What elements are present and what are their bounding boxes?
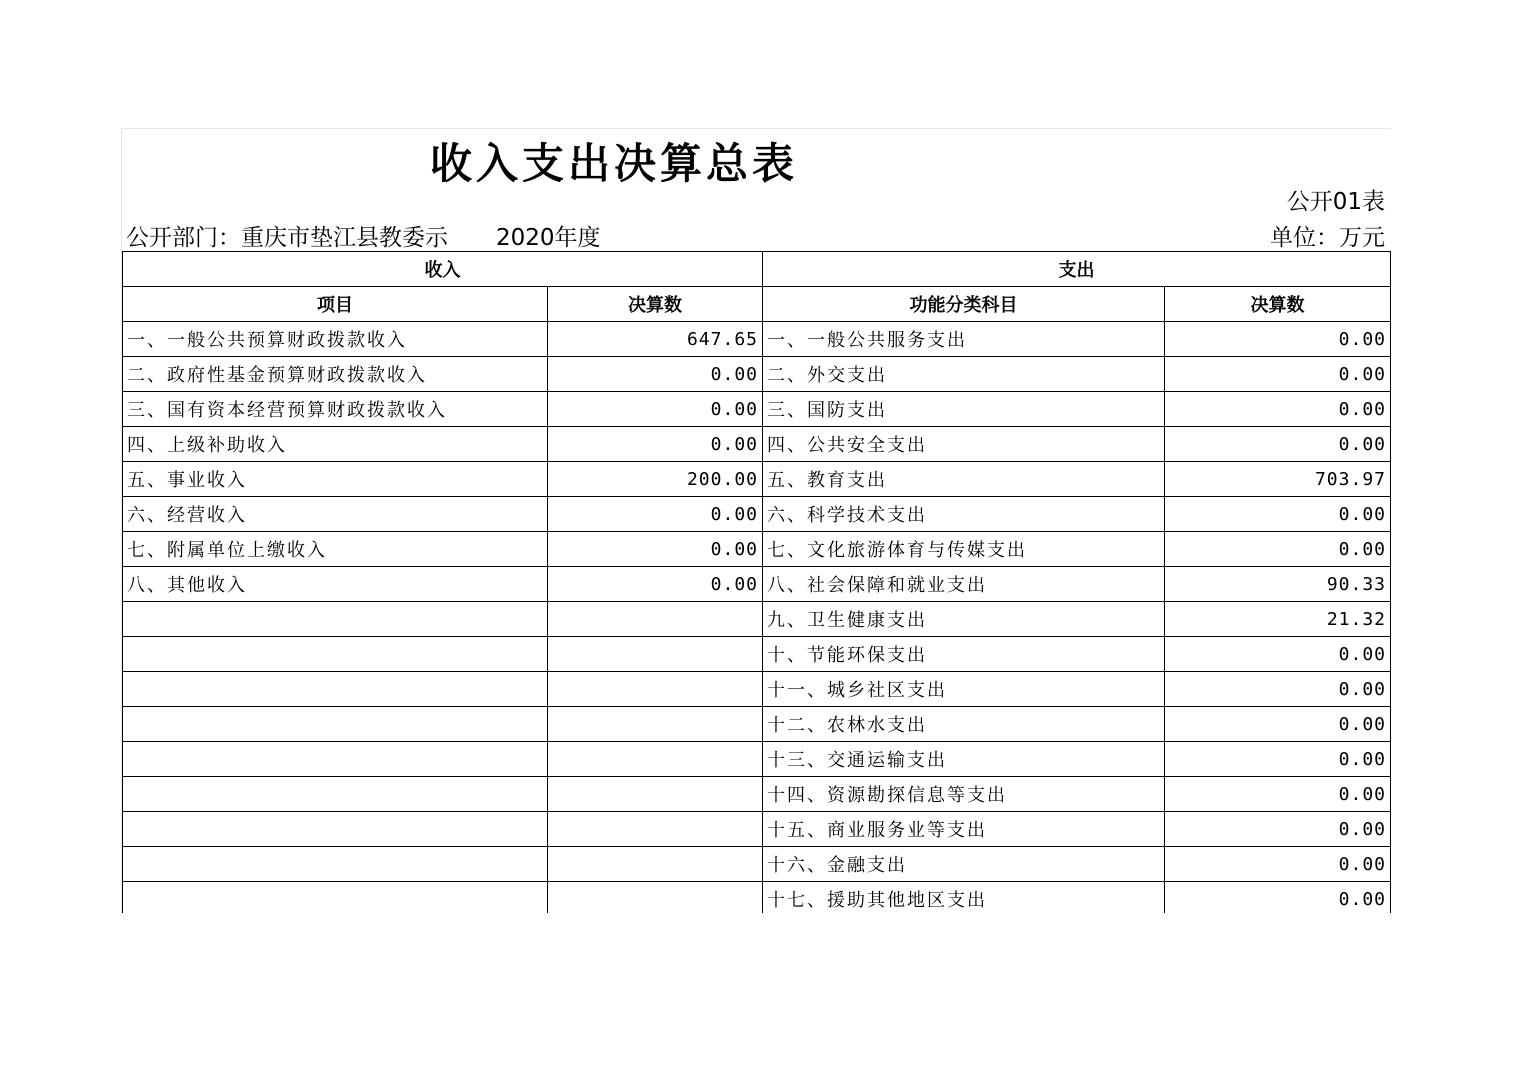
expense-amount-cell: 0.00 [1165, 882, 1391, 914]
table-row [123, 462, 1391, 497]
table-row [123, 357, 1391, 392]
table-row [123, 812, 1391, 847]
expense-amount-cell: 0.00 [1165, 497, 1391, 532]
income-amount-cell: 0.00 [548, 567, 763, 602]
income-item-header: 项目 [123, 287, 548, 322]
table-row [123, 532, 1391, 567]
income-amount-cell [548, 777, 763, 812]
income-item-cell [123, 707, 548, 742]
income-item-cell [123, 602, 548, 637]
expense-item-cell: 八、社会保障和就业支出 [763, 567, 1165, 602]
income-amount-header: 决算数 [548, 287, 763, 322]
income-item-cell: 四、上级补助收入 [123, 427, 548, 462]
table-row [123, 602, 1391, 637]
income-amount-cell: 0.00 [548, 392, 763, 427]
department-label: 公开部门：重庆市垫江县教委示 [126, 225, 448, 251]
expense-amount-cell: 0.00 [1165, 357, 1391, 392]
form-number: 公开01表 [1286, 189, 1385, 215]
expense-item-cell: 十二、农林水支出 [763, 707, 1165, 742]
income-item-cell [123, 882, 548, 914]
income-expense-table [122, 251, 1391, 913]
expense-amount-cell: 21.32 [1165, 602, 1391, 637]
income-amount-cell: 0.00 [548, 497, 763, 532]
income-item-cell [123, 847, 548, 882]
table-row [123, 847, 1391, 882]
table-row [123, 322, 1391, 357]
expense-section-header: 支出 [763, 252, 1391, 287]
table-row [123, 707, 1391, 742]
expense-item-cell: 十一、城乡社区支出 [763, 672, 1165, 707]
income-item-cell: 七、附属单位上缴收入 [123, 532, 548, 567]
income-item-cell [123, 812, 548, 847]
income-item-cell: 二、政府性基金预算财政拨款收入 [123, 357, 548, 392]
table-row [123, 742, 1391, 777]
expense-item-cell: 十、节能环保支出 [763, 637, 1165, 672]
expense-amount-cell: 0.00 [1165, 427, 1391, 462]
income-item-cell: 五、事业收入 [123, 462, 548, 497]
table-row [123, 392, 1391, 427]
expense-item-cell: 十六、金融支出 [763, 847, 1165, 882]
income-section-header: 收入 [123, 252, 763, 287]
expense-item-cell: 三、国防支出 [763, 392, 1165, 427]
income-amount-cell: 0.00 [548, 357, 763, 392]
income-item-cell: 三、国有资本经营预算财政拨款收入 [123, 392, 548, 427]
expense-amount-cell: 0.00 [1165, 742, 1391, 777]
income-amount-cell: 0.00 [548, 532, 763, 567]
table-row [123, 672, 1391, 707]
table-row [123, 637, 1391, 672]
income-amount-cell [548, 672, 763, 707]
expense-item-cell: 五、教育支出 [763, 462, 1165, 497]
expense-item-cell: 一、一般公共服务支出 [763, 322, 1165, 357]
column-header-row [123, 287, 1391, 322]
income-item-cell: 六、经营收入 [123, 497, 548, 532]
fiscal-year: 2020年度 [496, 225, 601, 251]
income-amount-cell [548, 882, 763, 914]
expense-amount-cell: 703.97 [1165, 462, 1391, 497]
report-title: 收入支出决算总表 [430, 139, 799, 188]
expense-item-cell: 十七、援助其他地区支出 [763, 882, 1165, 914]
unit-label: 单位：万元 [1270, 225, 1385, 251]
table-row [123, 497, 1391, 532]
expense-amount-cell: 0.00 [1165, 847, 1391, 882]
expense-amount-cell: 0.00 [1165, 322, 1391, 357]
expense-item-cell: 七、文化旅游体育与传媒支出 [763, 532, 1165, 567]
section-header-row [123, 252, 1391, 287]
income-amount-cell [548, 707, 763, 742]
expense-item-cell: 十五、商业服务业等支出 [763, 812, 1165, 847]
income-amount-cell [548, 637, 763, 672]
expense-amount-cell: 90.33 [1165, 567, 1391, 602]
department-line [126, 219, 601, 252]
income-amount-cell [548, 847, 763, 882]
income-item-cell [123, 742, 548, 777]
expense-amount-cell: 0.00 [1165, 672, 1391, 707]
table-row [123, 427, 1391, 462]
expense-amount-header: 决算数 [1165, 287, 1391, 322]
expense-item-cell: 二、外交支出 [763, 357, 1165, 392]
expense-item-cell: 九、卫生健康支出 [763, 602, 1165, 637]
income-amount-cell: 0.00 [548, 427, 763, 462]
report-sheet [121, 128, 1391, 913]
table-row [123, 567, 1391, 602]
income-item-cell [123, 637, 548, 672]
income-amount-cell [548, 742, 763, 777]
income-amount-cell: 200.00 [548, 462, 763, 497]
table-row [123, 882, 1391, 914]
expense-amount-cell: 0.00 [1165, 812, 1391, 847]
income-item-cell [123, 777, 548, 812]
expense-amount-cell: 0.00 [1165, 637, 1391, 672]
expense-amount-cell: 0.00 [1165, 392, 1391, 427]
expense-amount-cell: 0.00 [1165, 532, 1391, 567]
expense-item-cell: 六、科学技术支出 [763, 497, 1165, 532]
income-amount-cell: 647.65 [548, 322, 763, 357]
expense-item-cell: 四、公共安全支出 [763, 427, 1165, 462]
income-amount-cell [548, 812, 763, 847]
expense-item-cell: 十四、资源勘探信息等支出 [763, 777, 1165, 812]
income-item-cell [123, 672, 548, 707]
expense-item-cell: 十三、交通运输支出 [763, 742, 1165, 777]
income-amount-cell [548, 602, 763, 637]
expense-amount-cell: 0.00 [1165, 777, 1391, 812]
income-item-cell: 一、一般公共预算财政拨款收入 [123, 322, 548, 357]
income-item-cell: 八、其他收入 [123, 567, 548, 602]
expense-item-header: 功能分类科目 [763, 287, 1165, 322]
expense-amount-cell: 0.00 [1165, 707, 1391, 742]
table-row [123, 777, 1391, 812]
